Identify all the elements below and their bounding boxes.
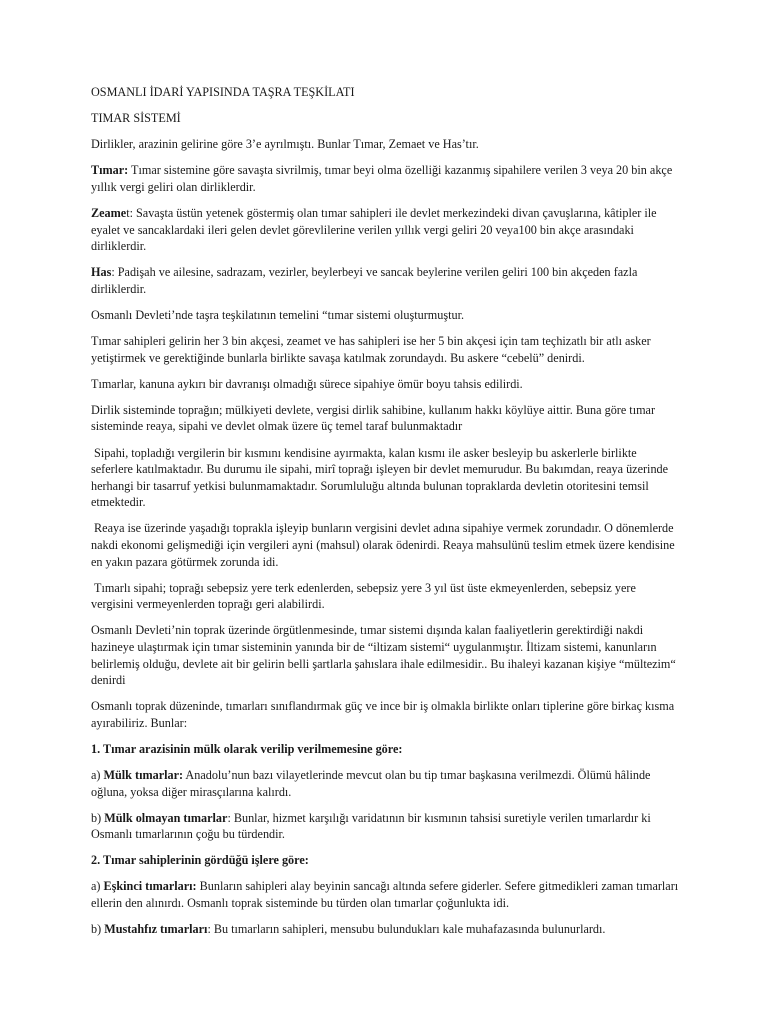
term-mustahfiz: Mustahfız tımarları <box>104 922 208 937</box>
paragraph-timarli: Tımarlı sipahi; toprağı sebepsiz yere terk edenlerden, sebepsiz yere 3 yıl üst üste ekmeyenlerden, sebepsiz yere vergisini vermeyenlerden toprağı geri alabilirdi. <box>91 580 639 612</box>
term-mulk-olmayan: Mülk olmayan tımarlar <box>104 810 228 825</box>
paragraph-dirlik: Dirlik sisteminde toprağın; mülkiyeti devlete, vergisi dirlik sahibine, kullanım hakkı köylüye aittir. Buna göre tımar sisteminde reaya, sipahi ve devlet olmak üzere üç temel taraf bulunmaktadır <box>91 402 656 434</box>
timar-text: Tımar sistemine göre savaşta sivrilmiş, tımar beyi olma özelliği kazanmış sipahilere verilen 3 veya 20 bin akçe yıllık vergi geliri olan dirliklerdir. <box>91 163 673 194</box>
mulk-timar-item <box>91 767 681 800</box>
mulk-text: Anadolu’nun bazı vilayetlerinde mevcut olan bu tip tımar başkasına verilmezdi. Ölümü hâlinde oğluna, yoksa diğer mirasçılarına kalırdı. <box>91 768 651 799</box>
section-title: TIMAR SİSTEMİ <box>91 111 181 126</box>
item-prefix: a) <box>91 768 104 782</box>
zeamet-definition <box>91 205 681 255</box>
mustahfiz-text: : Bu tımarların sahipleri, mensubu bulundukları kale muhafazasında bulunurlardı. <box>207 922 606 937</box>
paragraph-kanuna: Tımarlar, kanuna aykırı bir davranışı olmadığı sürece sipahiye ömür boyu tahsis edilirdi. <box>91 376 523 391</box>
paragraph-sipahi: Sipahi, topladığı vergilerin bir kısmını kendisine ayırmakta, kalan kısmı ile asker besleyip bu askerlerle birlikte seferlere katılmaktadır. Bu durumu ile sipahi, mirî toprağı işleyen bir devlet memurudur. Bu bakımdan, reaya üzerinde herhangi bir tasarruf yetkisi bulunmamaktadır. Sorumluluğu altında bulunan topraklarda devletin otoritesini temsil etmektedir. <box>91 445 672 510</box>
term-timar: Tımar: <box>91 163 129 178</box>
item-prefix: a) <box>91 879 104 894</box>
document-body <box>91 84 681 947</box>
item-prefix: b) <box>91 810 105 825</box>
has-text: : Padişah ve ailesine, sadrazam, vezirler, beylerbeyi ve sancak beylerine verilen geliri 100 bin akçeden fazla dirliklerdir. <box>91 265 638 296</box>
term-eskinci: Eşkinci tımarları: <box>103 879 197 894</box>
term-zeamet: Zeame <box>91 205 127 220</box>
heading-mulk: 1. Tımar arazisinin mülk olarak verilip verilmemesine göre: <box>91 741 403 756</box>
paragraph-temel: Osmanlı Devleti’nde taşra teşkilatının temelini “tımar sistemi oluşturmuştur. <box>91 307 465 322</box>
eskinci-text: Bunların sahipleri alay beyinin sancağı altında sefere giderler. Sefere gitmedikleri zaman tımarları ellerin den alınırdı. Osmanlı toprak sisteminde bu türden olan tımarlar çoğunlukta idi. <box>91 879 679 911</box>
has-definition <box>91 264 681 297</box>
eskinci-item <box>91 878 681 911</box>
paragraph-sahipleri: Tımar sahipleri gelirin her 3 bin akçesi, zeamet ve has sahipleri ise her 5 bin akçesi için tam teçhizatlı bir atlı asker yetiştirmek ve gerektiğinde bunlarla birlikte savaşa katılmak zorundaydı. Bu askere “cebelü” denirdi. <box>91 334 651 365</box>
paragraph-reaya: Reaya ise üzerinde yaşadığı toprakla işleyip bunların vergisini devlet adına sipahiye vermek zorundadır. O dönemlerde nakdi ekonomi gelişmediği için vergileri ayni (mahsul) olarak ödenirdi. Reaya mahsulünü teslim etmek üzere kendisine en yakın pazara götürmek zorunda idi. <box>91 521 678 569</box>
heading-isler: 2. Tımar sahiplerinin gördüğü işlere göre: <box>91 853 309 868</box>
term-has: Has <box>91 265 112 280</box>
mulk-olmayan-item <box>91 810 681 843</box>
mustahfiz-item <box>91 921 681 938</box>
document-title: OSMANLI İDARİ YAPISINDA TAŞRA TEŞKİLATI <box>91 85 355 99</box>
paragraph-iltizam: Osmanlı Devleti’nin toprak üzerinde örgütlenmesinde, tımar sistemi dışında kalan faaliyetlerin gerektirdiği nakdi hazineye ulaştırmak için tımar sisteminin yanında bir de “iltizam sistemi“ uygulanmıştır. İltizam sistemi, kanunların belirlemiş olduğu, devlete ait bir gelirin belli şartlarla şahıslara ihale edilmesidir.. Bu ihaleyi kazanan kişiye “mültezim“ denirdi <box>91 623 676 688</box>
paragraph-duzen: Osmanlı toprak düzeninde, tımarları sınıflandırmak güç ve ince bir iş olmakla birlikte onları tiplerine göre birkaç kısma ayırabiliriz. Bunlar: <box>91 699 675 730</box>
timar-definition <box>91 162 681 195</box>
mulk-olmayan-text: : Bunlar, hizmet karşılığı varidatının bir kısmının tahsisi suretiyle verilen tımarlardır ki Osmanlı tımarlarının çoğu bu türdendir. <box>91 810 651 842</box>
intro-paragraph: Dirlikler, arazinin gelirine göre 3’e ayrılmıştı. Bunlar Tımar, Zemaet ve Has’tır. <box>91 137 479 152</box>
term-mulk: Mülk tımarlar: <box>103 768 184 782</box>
item-prefix: b) <box>91 922 105 937</box>
zeamet-text: t: Savaşta üstün yetenek göstermiş olan tımar sahipleri ile devlet merkezindeki divan çavuşlarına, kâtipler ile eyalet ve sancaklardaki ileri gelen devlet görevlilerine verilen yıllık vergi geliri 20 veya100 bin akçe arasındaki dirliklerdir. <box>91 205 657 254</box>
